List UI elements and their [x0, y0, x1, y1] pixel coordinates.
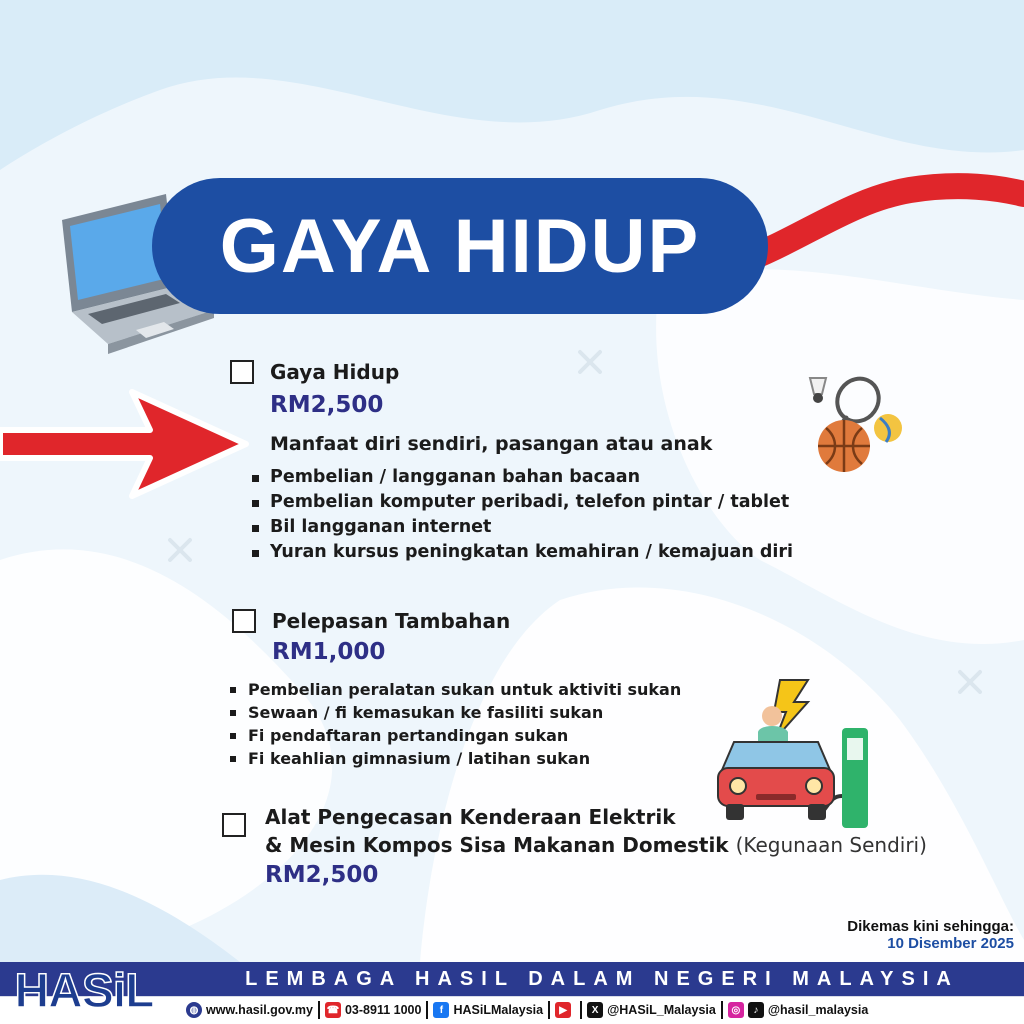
list-item: Pembelian peralatan sukan untuk aktiviti sukan: [228, 678, 681, 701]
page-title: GAYA HIDUP: [219, 203, 701, 289]
section-title-alat-pengecasan-line1: Alat Pengecasan Kenderaan Elektrik: [265, 805, 676, 829]
organization-name: LEMBAGA HASIL DALAM NEGERI MALAYSIA: [245, 967, 959, 990]
update-note: [847, 918, 1014, 952]
x-link[interactable]: [587, 1002, 716, 1018]
list-item: Pembelian komputer peribadi, telefon pintar / tablet: [250, 490, 793, 515]
youtube-icon: ▶: [555, 1002, 571, 1018]
section-title-alat-pengecasan-line2: & Mesin Kompos Sisa Makanan Domestik: [265, 833, 729, 857]
subheading-beneficiaries: Manfaat diri sendiri, pasangan atau anak: [270, 433, 713, 455]
youtube-link[interactable]: [555, 1002, 575, 1018]
sports-equipment-icon: [800, 372, 912, 476]
list-item: Sewaan / fi kemasukan ke fasiliti sukan: [228, 701, 681, 724]
list-item: Yuran kursus peningkatan kemahiran / kemajuan diri: [250, 540, 793, 565]
divider: [721, 1001, 723, 1019]
divider: [318, 1001, 320, 1019]
list-item: Fi keahlian gimnasium / latihan sukan: [228, 747, 681, 770]
amount-alat-pengecasan: RM2,500: [265, 862, 379, 888]
divider: [426, 1001, 428, 1019]
facebook-icon: f: [433, 1002, 449, 1018]
section-title-note: (Kegunaan Sendiri): [735, 833, 927, 857]
divider: [548, 1001, 550, 1019]
contact-links: [186, 998, 868, 1022]
red-ribbon-decoration: [740, 150, 1024, 290]
facebook-link[interactable]: [433, 1002, 543, 1018]
phone-icon: ☎: [325, 1002, 341, 1018]
section-title-alat-pengecasan-line2-wrap: [265, 833, 927, 857]
website-link[interactable]: [186, 1002, 313, 1018]
amount-pelepasan-tambahan: RM1,000: [272, 639, 386, 665]
update-label: Dikemas kini sehingga:: [847, 918, 1014, 935]
phone-link[interactable]: [325, 1002, 421, 1018]
checkbox-gaya-hidup[interactable]: [230, 360, 254, 384]
instagram-tiktok-text: @hasil_malaysia: [767, 1003, 869, 1017]
list-item: Fi pendaftaran pertandingan sukan: [228, 724, 681, 747]
list-item: Bil langganan internet: [250, 515, 793, 540]
globe-icon: ◍: [186, 1002, 202, 1018]
x-icon: X: [587, 1002, 603, 1018]
hasil-logo: HASiL: [14, 964, 154, 1018]
facebook-text: HASiLMalaysia: [453, 1003, 544, 1017]
list-pelepasan-tambahan: [228, 678, 681, 770]
divider: [580, 1001, 582, 1019]
red-arrow-icon: [0, 378, 250, 508]
website-text: www.hasil.gov.my: [206, 1003, 313, 1017]
section-title-pelepasan-tambahan: Pelepasan Tambahan: [272, 609, 511, 633]
title-banner: [152, 178, 768, 314]
instagram-icon: ◎: [728, 1002, 744, 1018]
instagram-tiktok-link[interactable]: [728, 1002, 868, 1018]
section-title-gaya-hidup: Gaya Hidup: [270, 360, 400, 384]
list-item: Pembelian / langganan bahan bacaan: [250, 465, 793, 490]
tiktok-icon: ♪: [748, 1002, 764, 1018]
checkbox-pelepasan-tambahan[interactable]: [232, 609, 256, 633]
x-text: @HASiL_Malaysia: [607, 1003, 716, 1017]
checkbox-alat-pengecasan[interactable]: [222, 813, 246, 837]
update-date: 10 Disember 2025: [887, 935, 1014, 952]
phone-text: 03-8911 1000: [344, 1003, 422, 1017]
list-gaya-hidup: [250, 465, 793, 565]
amount-gaya-hidup: RM2,500: [270, 392, 384, 418]
ev-charger-icon: [716, 676, 876, 832]
